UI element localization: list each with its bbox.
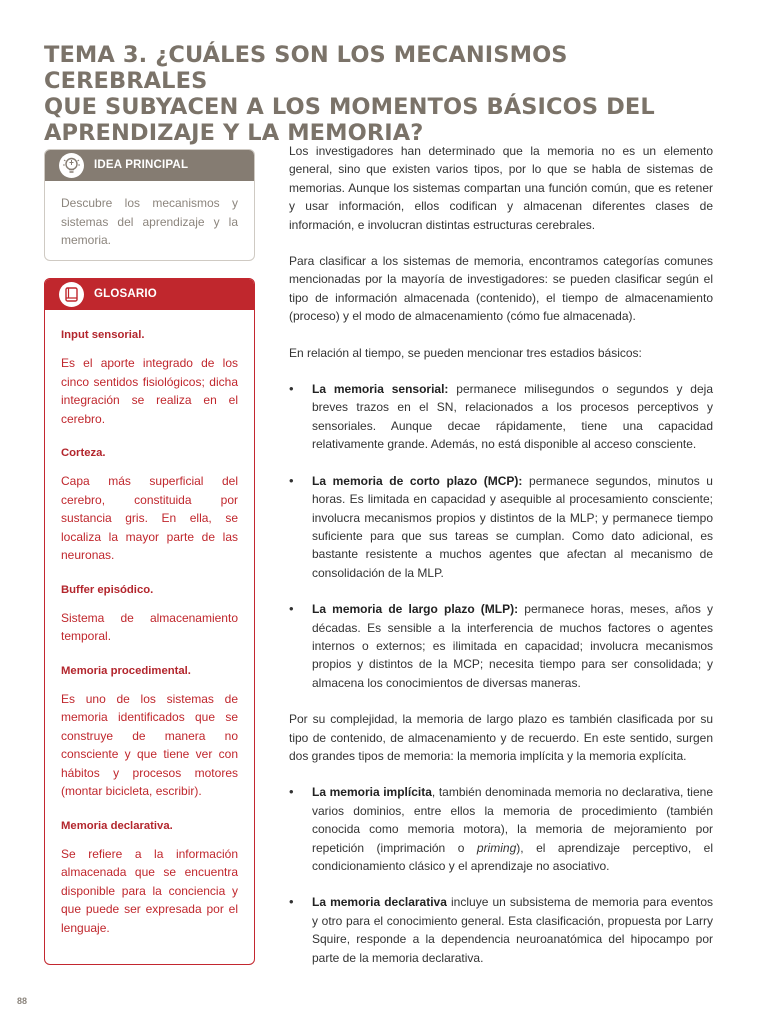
paragraph: Para clasificar a los sistemas de memoria, encontramos categorías comunes mencionadas por la mayoría de investigadores: se pueden clasificar según el tipo de información almacenada (contenido), el tiempo de almacenamiento (proceso) y el modo de almacenamiento (cómo fue almacenada). [289, 254, 713, 324]
title-line-1: TEMA 3. ¿CUÁLES SON LOS MECANISMOS CEREBRALES [44, 42, 568, 94]
glossary-term: Memoria procedimental. [61, 664, 191, 677]
list-item-term: La memoria de corto plazo (MCP): [312, 473, 523, 488]
glossary-term: Input sensorial. [61, 329, 145, 341]
glossary-term: Memoria declarativa. [61, 819, 173, 832]
list-item-term: La memoria declarativa [312, 895, 447, 910]
list-item-text: ), el aprendizaje perceptivo, el condicionamiento clásico y el aprendizaje no asociativo. [312, 840, 714, 873]
glossary-definition: Es el aporte integrado de los cinco sentidos fisiológicos; dicha integración se realiza en el cerebro. [61, 356, 238, 426]
list-item [289, 600, 713, 692]
idea-principal-header [45, 150, 254, 181]
list-item [289, 893, 713, 967]
main-text [289, 142, 713, 985]
list-item-term: La memoria sensorial: [312, 382, 449, 397]
list-item-term: La memoria de largo plazo (MLP): [312, 602, 519, 617]
title-line-3: APRENDIZAJE Y LA MEMORIA? [44, 120, 424, 146]
glossary-definition: Capa más superficial del cerebro, constituida por sustancia gris. En ella, se localiza la mayor parte de las neuronas. [61, 474, 238, 562]
idea-principal-text: Descubre los mecanismos y sistemas del aprendizaje y la memoria. [61, 196, 238, 247]
bullet-list-types [289, 783, 713, 967]
bullet-icon: • [289, 472, 294, 488]
glosario-box [44, 278, 255, 965]
bullet-list-time [289, 380, 713, 692]
list-item-text: permanece segundos, minutos u horas. Es limitada en capacidad y asequible al procesamiento consciente; involucra mecanismos propios y distintos de la MLP; y permanece tiempo suficiente para que sus tareas se cumplan. Como dato adicional, es bastante resistente a muchos agentes que afectan al mecanismo de consolidación de la MLP. [312, 473, 713, 580]
list-item [289, 783, 713, 875]
title-line-2: QUE SUBYACEN A LOS MOMENTOS BÁSICOS DEL [44, 94, 655, 120]
bullet-icon: • [289, 601, 294, 617]
bullet-icon: • [289, 381, 294, 397]
paragraph: Los investigadores han determinado que la memoria no es un elemento general, sino que existen varios tipos, por lo que se habla de sistemas de memorias. Aunque los sistemas compartan una función común, que es retener y usar información, ellos codifican y almacenan diferentes clases de información, e involucran distintas estructuras cerebrales. [289, 144, 713, 232]
bullet-icon: • [289, 894, 294, 910]
glossary-definition: Sistema de almacenamiento temporal. [61, 610, 238, 643]
glossary-term: Corteza. [61, 447, 106, 459]
glosario-list [61, 327, 238, 954]
glosario-header [45, 279, 254, 310]
page-title [44, 42, 734, 146]
list-item [289, 380, 713, 454]
paragraph: En relación al tiempo, se pueden mencionar tres estadios básicos: [289, 345, 642, 360]
list-item [289, 472, 713, 582]
list-item-text: incluye un subsistema de memoria para eventos y otro para el conocimiento general. Esta clasificación, propuesta por Larry Squire, responde a la dependencia neuroanatómica del hipocampo por parte de la memoria declarativa. [312, 895, 713, 965]
paragraph: Por su complejidad, la memoria de largo plazo es también clasificada por su tipo de contenido, de almacenamiento y de recuerdo. En este sentido, surgen dos grandes tipos de memoria: la memoria implícita y la memoria explícita. [289, 712, 713, 763]
glosario-label: GLOSARIO [94, 288, 157, 300]
list-item-term: La memoria implícita [312, 785, 432, 800]
list-item-text: , también denominada memoria no declarativa, tiene varios dominios, entre ellos la memoria de procedimiento (también conocida como memoria motora), la memoria de mejoramiento por repetición (imprimación o [312, 785, 713, 855]
glossary-term: Buffer episódico. [61, 583, 154, 596]
list-item-text: permanece horas, meses, años y décadas. Es sensible a la interferencia de muchos factores o agentes internos o externos; es ilimitada en capacidad; involucra mecanismos propios y distintos de la MCP; necesita tiempo para ser consolidada; y almacena los conocimientos de diversas maneras. [312, 602, 713, 690]
page-number: 88 [17, 996, 28, 1006]
list-item-text: permanece milisegundos o segundos y deja breves trazos en el SN, relacionados a los procesos perceptivos y sensoriales. Aunque decae rápidamente, tiene una capacidad relativamente grande. Además, no está disponible al acceso consciente. [312, 382, 713, 452]
brain-lightbulb-icon [59, 153, 84, 178]
list-item-italic: priming [476, 840, 517, 855]
book-icon [59, 282, 84, 307]
idea-principal-box [44, 149, 255, 261]
glossary-definition: Se refiere a la información almacenada que se encuentra disponible para la conciencia y que puede ser expresada por el lenguaje. [61, 846, 238, 935]
bullet-icon: • [289, 784, 294, 800]
glossary-definition: Es uno de los sistemas de memoria identificados que se construye de manera no consciente y que tiene ver con hábitos y procesos motores (montar bicicleta, escribir). [61, 691, 238, 798]
idea-principal-label: IDEA PRINCIPAL [94, 159, 189, 171]
